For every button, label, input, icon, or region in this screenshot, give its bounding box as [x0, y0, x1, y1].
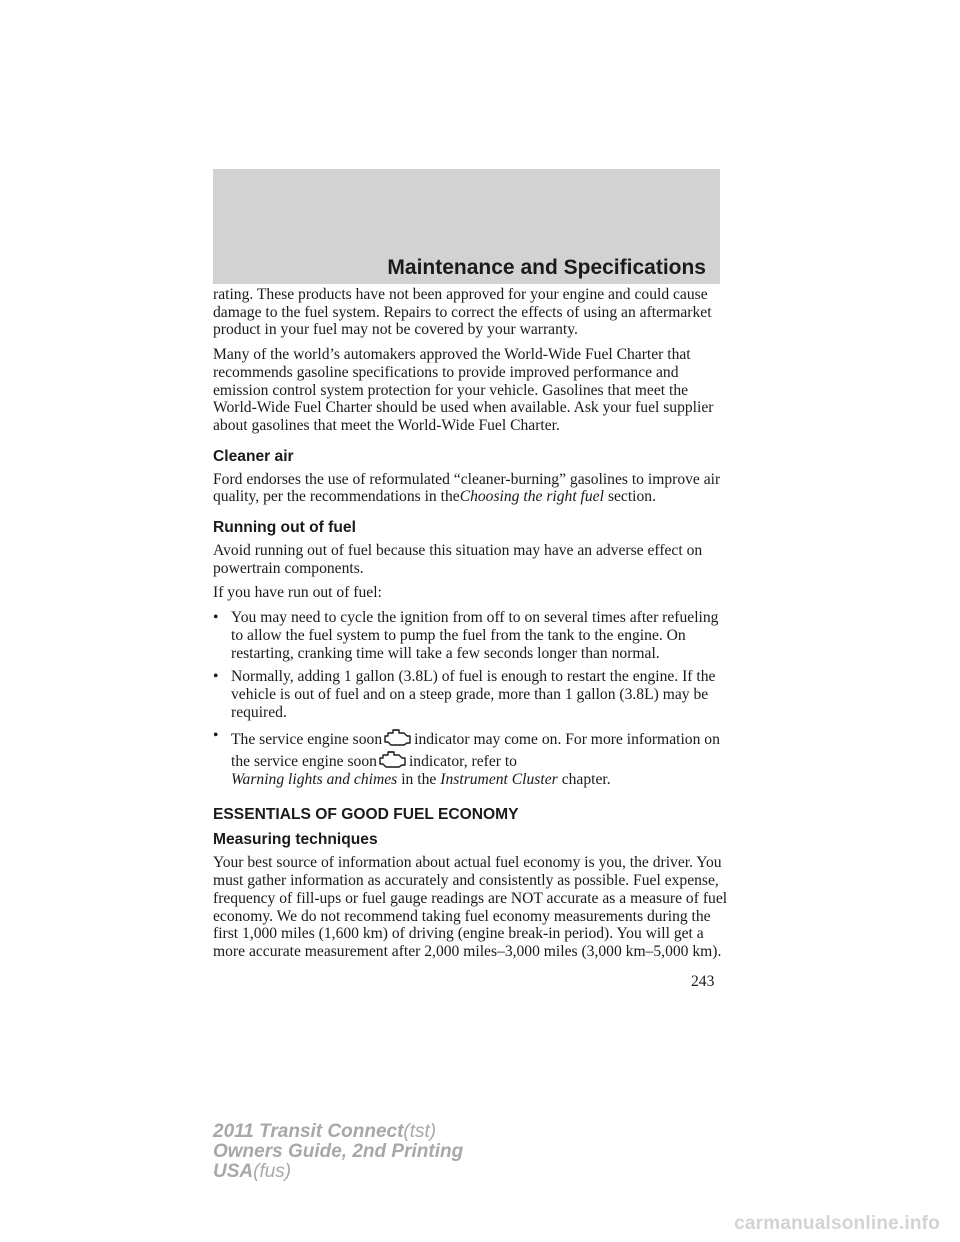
- footer-market: USA: [213, 1161, 254, 1182]
- footer-line-2: Owners Guide, 2nd Printing: [213, 1141, 464, 1162]
- footer-line-3: [213, 1162, 463, 1182]
- heading-measuring-techniques: Measuring techniques: [213, 831, 378, 849]
- bullet-text: You may need to cycle the ignition from off to on several times after refueling to allow the fuel system to pump the fuel from the tank to the engine. On restarting, cranking time will take a few seconds longer than normal.: [231, 609, 719, 662]
- list-item: [213, 609, 733, 662]
- bullet-text-refer: indicator, refer to: [408, 753, 517, 771]
- paragraph-measuring: Your best source of information about actual fuel economy is you, the driver. You must gather information as accurately and consistently as possible. Fuel expense, frequency of fill-ups or fuel gauge readings are NOT accurate as a measure of fuel economy. We do not recommend taking fuel economy measurements during the first 1,000 miles (1,600 km) of driving (engine break-in period). You will get a more accurate measurement after 2,000 miles–3,000 miles (3,000 km–5,000 km).: [213, 854, 728, 960]
- bullet-text-chapter: chapter.: [561, 770, 611, 788]
- service-engine-soon-icon: [383, 727, 413, 747]
- list-item: [213, 668, 733, 721]
- footer-market-code: (fus): [253, 1161, 292, 1182]
- page-content: [213, 286, 733, 968]
- paragraph-fuel-charter: Many of the world’s automakers approved the World-Wide Fuel Charter that recommends gasoline specifications to provide improved performance and emission control system protection for your vehicle. Gasolines that meet the World-Wide Fuel Charter should be used when available. Ask your fuel supplier about gasolines that meet the World-Wide Fuel Charter.: [213, 346, 714, 434]
- footer-line-1: [213, 1122, 463, 1142]
- paragraph-if-run-out: If you have run out of fuel:: [213, 584, 382, 602]
- watermark: carmanualsonline.info: [734, 1213, 940, 1234]
- heading-essentials-fuel-economy: ESSENTIALS OF GOOD FUEL ECONOMY: [213, 806, 519, 824]
- bullet-dot: •: [213, 727, 219, 745]
- bullet-text-start: The service engine soon: [231, 731, 383, 749]
- paragraph-rating: rating. These products have not been approved for your engine and could cause damage to the fuel system. Repairs to correct the effects of using an aftermarket product in your fuel may not be covered by your warranty.: [213, 286, 712, 339]
- document-footer: [213, 1122, 463, 1182]
- bullet-text: Normally, adding 1 gallon (3.8L) of fuel is enough to restart the engine. If the vehicle is out of fuel and on a steep grade, more than 1 gallon (3.8L) may be required.: [231, 668, 716, 721]
- bullet-dot: •: [213, 609, 219, 627]
- bullet-text-in-the: in the: [401, 770, 437, 788]
- paragraph-avoid-running-out: Avoid running out of fuel because this situation may have an adverse effect on powertrain components.: [213, 542, 703, 577]
- cleaner-air-text: Ford endorses the use of reformulated “cleaner-burning” gasolines to improve air quality, per the recommendations in the: [213, 470, 721, 506]
- run-out-bullet-list: [213, 609, 733, 788]
- footer-model-code: (tst): [403, 1121, 437, 1142]
- page-number: 243: [691, 973, 715, 990]
- reference-instrument-cluster: Instrument Cluster: [440, 770, 558, 788]
- list-item: [213, 727, 733, 788]
- reference-warning-lights: Warning lights and chimes: [231, 770, 398, 788]
- service-engine-soon-icon: [378, 749, 408, 769]
- heading-cleaner-air: Cleaner air: [213, 447, 294, 465]
- section-header-band: [213, 169, 720, 284]
- paragraph-cleaner-air: [213, 471, 733, 506]
- footer-model: 2011 Transit Connect: [213, 1121, 404, 1142]
- heading-running-out-of-fuel: Running out of fuel: [213, 519, 356, 537]
- section-title: Maintenance and Specifications: [387, 256, 706, 279]
- reference-choosing-right-fuel: Choosing the right fuel: [459, 488, 604, 506]
- bullet-dot: •: [213, 668, 219, 686]
- bullet-text-mid: indicator may come on. For more information on the service engine soon: [231, 731, 720, 771]
- cleaner-air-text-end: section.: [607, 488, 657, 506]
